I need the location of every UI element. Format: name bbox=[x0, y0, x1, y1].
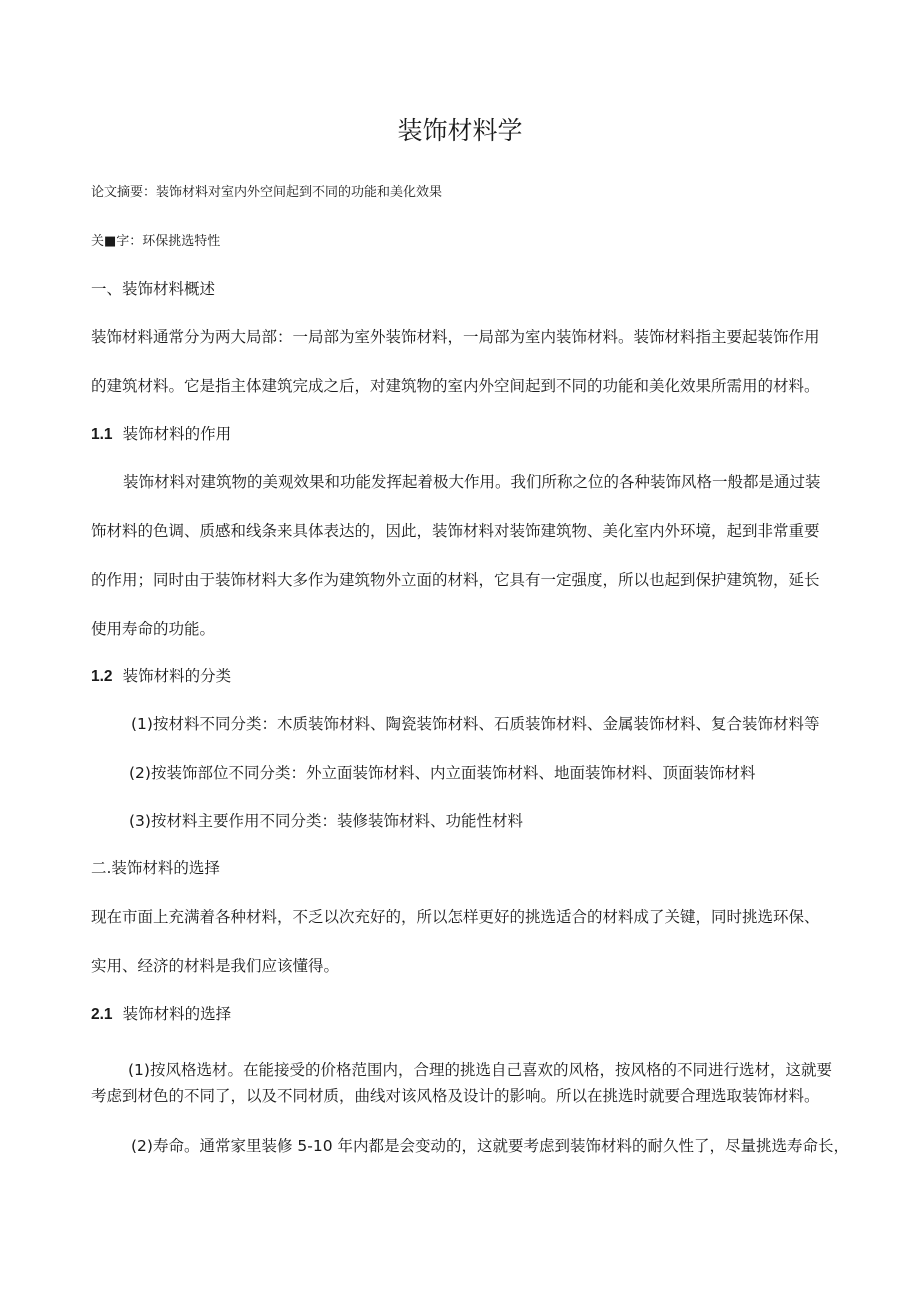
paragraph-line: 现在市面上充满着各种材料，不乏以次充好的，所以怎样更好的挑选适合的材料成了关键，同时挑选环保、 bbox=[91, 908, 820, 926]
paragraph-line: 饰材料的色调、质感和线条来具体表达的，因此，装饰材料对装饰建筑物、美化室内外环境，起到非常重要 bbox=[91, 522, 820, 540]
section-1-heading: 一、装饰材料概述 bbox=[91, 280, 216, 298]
subsection-1-2-heading bbox=[91, 667, 231, 687]
subsection-title: 装饰材料的作用 bbox=[122, 425, 232, 443]
paragraph-line: 实用、经济的材料是我们应该懂得。 bbox=[91, 957, 340, 975]
section-2-heading: 二.装饰材料的选择 bbox=[91, 859, 220, 877]
document-title: 装饰材料学 bbox=[397, 116, 523, 145]
list-item: (2)按装饰部位不同分类：外立面装饰材料、内立面装饰材料、地面装饰材料、顶面装饰材料 bbox=[129, 764, 756, 782]
subsection-2-1-heading bbox=[91, 1005, 231, 1025]
list-item-line: (2)寿命。通常家里装修 5-10 年内都是会变动的，这就要考虑到装饰材料的耐久性了，尽量挑选寿命长， bbox=[131, 1137, 849, 1155]
subsection-number: 1.2 bbox=[91, 668, 113, 685]
abstract-line: 论文摘要：装饰材料对室内外空间起到不同的功能和美化效果 bbox=[91, 185, 443, 200]
subsection-title: 装饰材料的分类 bbox=[122, 667, 232, 685]
list-item: (3)按材料主要作用不同分类：装修装饰材料、功能性材料 bbox=[129, 812, 523, 830]
paragraph-line: 使用寿命的功能。 bbox=[91, 620, 216, 638]
list-item-line: 考虑到材色的不同了，以及不同材质，曲线对该风格及设计的影响。所以在挑选时就要合理选取装饰材料。 bbox=[91, 1087, 820, 1105]
subsection-number: 2.1 bbox=[91, 1006, 113, 1023]
list-item: (1)按材料不同分类：木质装饰材料、陶瓷装饰材料、石质装饰材料、金属装饰材料、复合装饰材料等 bbox=[131, 715, 820, 733]
paragraph-line: 的作用；同时由于装饰材料大多作为建筑物外立面的材料，它具有一定强度，所以也起到保护建筑物，延长 bbox=[91, 571, 820, 589]
keywords-line: 关■字：环保挑选特性 bbox=[91, 234, 221, 249]
list-item-line: (1)按风格选材。在能接受的价格范围内，合理的挑选自己喜欢的风格，按风格的不同进行选材，这就要 bbox=[128, 1061, 832, 1079]
subsection-1-1-heading bbox=[91, 425, 231, 445]
subsection-number: 1.1 bbox=[91, 426, 113, 443]
paragraph-line: 的建筑材料。它是指主体建筑完成之后，对建筑物的室内外空间起到不同的功能和美化效果所需用的材料。 bbox=[91, 377, 820, 395]
paragraph-line: 装饰材料通常分为两大局部：一局部为室外装饰材料，一局部为室内装饰材料。装饰材料指主要起装饰作用 bbox=[91, 328, 820, 346]
subsection-title: 装饰材料的选择 bbox=[122, 1005, 232, 1023]
paragraph-line: 装饰材料对建筑物的美观效果和功能发挥起着极大作用。我们所称之位的各种装饰风格一般都是通过装 bbox=[123, 473, 821, 491]
